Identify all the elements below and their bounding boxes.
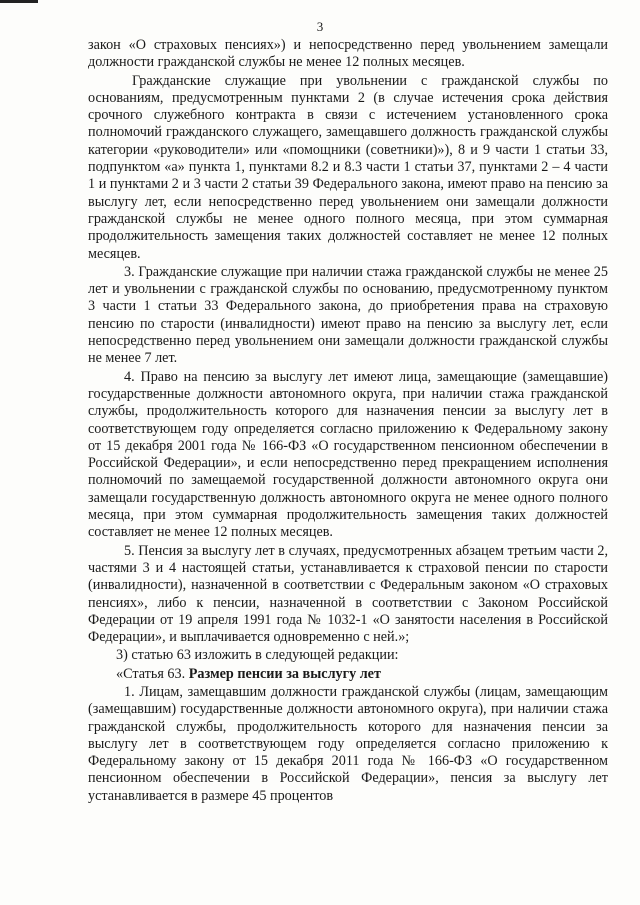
article-63-title: Размер пенсии за выслугу лет <box>188 665 381 682</box>
page-number: 3 <box>316 19 324 34</box>
paragraph-continuation: закон «О страховых пенсиях») и непосредственно перед увольнением замещали должности гражданской службы не менее 12 полных месяцев. <box>88 37 608 71</box>
document-body <box>88 37 608 805</box>
paragraph-item-4: 4. Право на пенсию за выслугу лет имеют лица, замещающие (замещавшие) государственные должности автономного округа, при наличии стажа гражданской службы, продолжительность которого для назначения пенсии за выслугу лет в соответствующем году определяется согласно приложению к Федеральному закону от 15 декабря 2001 года № 166-ФЗ «О государственном пенсионном обеспечении в Российской Федерации», и если непосредственно перед прекращением исполнения полномочий по замещаемой государственной должности автономного округа они замещали государственную должность автономного округа не менее одного полного месяца, при этом суммарная продолжительность замещения таких должностей составляет не менее 12 полных месяцев. <box>88 368 608 541</box>
article-63-prefix: «Статья 63. <box>116 665 189 682</box>
paragraph-item-3: 3. Гражданские служащие при наличии стажа гражданской службы не менее 25 лет и увольнении с гражданской службы по основанию, предусмотренному пунктом 3 части 1 статьи 33 Федерального закона, до приобретения права на страховую пенсию по старости (инвалидности) имеют право на пенсию за выслугу лет, если непосредственно перед увольнением они замещали должности гражданской службы не менее 7 лет. <box>88 263 608 367</box>
paragraph-amendment-3: 3) статью 63 изложить в следующей редакции: <box>116 647 399 664</box>
scan-edge-mark <box>0 0 38 3</box>
paragraph-civil-servants-dismissal: Гражданские служащие при увольнении с гражданской службы по основаниям, предусмотренным пунктами 2 (в случае истечения срока действия срочного служебного контракта в связи с истечением установленного срока полномочий гражданского служащего, замещавшего должность гражданской службы категории «руководители» или «помощники (советники)»), 8 и 9 части 1 статьи 33, подпунктом «а» пункта 1, пунктами 8.2 и 8.3 части 1 статьи 37, пунктами 2 – 4 части 1 и пунктами 2 и 3 части 2 статьи 39 Федерального закона, имеют право на пенсию за выслугу лет, если непосредственно перед увольнением они замещали должности гражданской службы не менее одного полного месяца, при этом суммарная продолжительность замещения таких должностей составляет не менее 12 полных месяцев. <box>88 72 608 262</box>
paragraph-article-63-item-1: 1. Лицам, замещавшим должности гражданской службы (лицам, замещающим (замещавшим) государственные должности автономного округа), при наличии стажа гражданской службы, продолжительность которого для назначения пенсии за выслугу лет в соответствующем году определяется согласно приложению к Федеральному закону от 15 декабря 2011 года № 166-ФЗ «О государственном пенсионном обеспечении в Российской Федерации», пенсия за выслугу лет устанавливается в размере 45 процентов <box>88 683 608 804</box>
paragraph-item-5: 5. Пенсия за выслугу лет в случаях, предусмотренных абзацем третьим части 2, частями 3 и 4 настоящей статьи, устанавливается к страховой пенсии по старости (инвалидности), назначенной в соответствии с Федеральным законом «О страховых пенсиях», либо к пенсии, назначенной в соответствии с Законом Российской Федерации от 19 апреля 1991 года № 1032-1 «О занятости населения в Российской Федерации», и выплачивается одновременно с ней.»; <box>88 542 608 646</box>
article-63-heading <box>88 666 608 683</box>
